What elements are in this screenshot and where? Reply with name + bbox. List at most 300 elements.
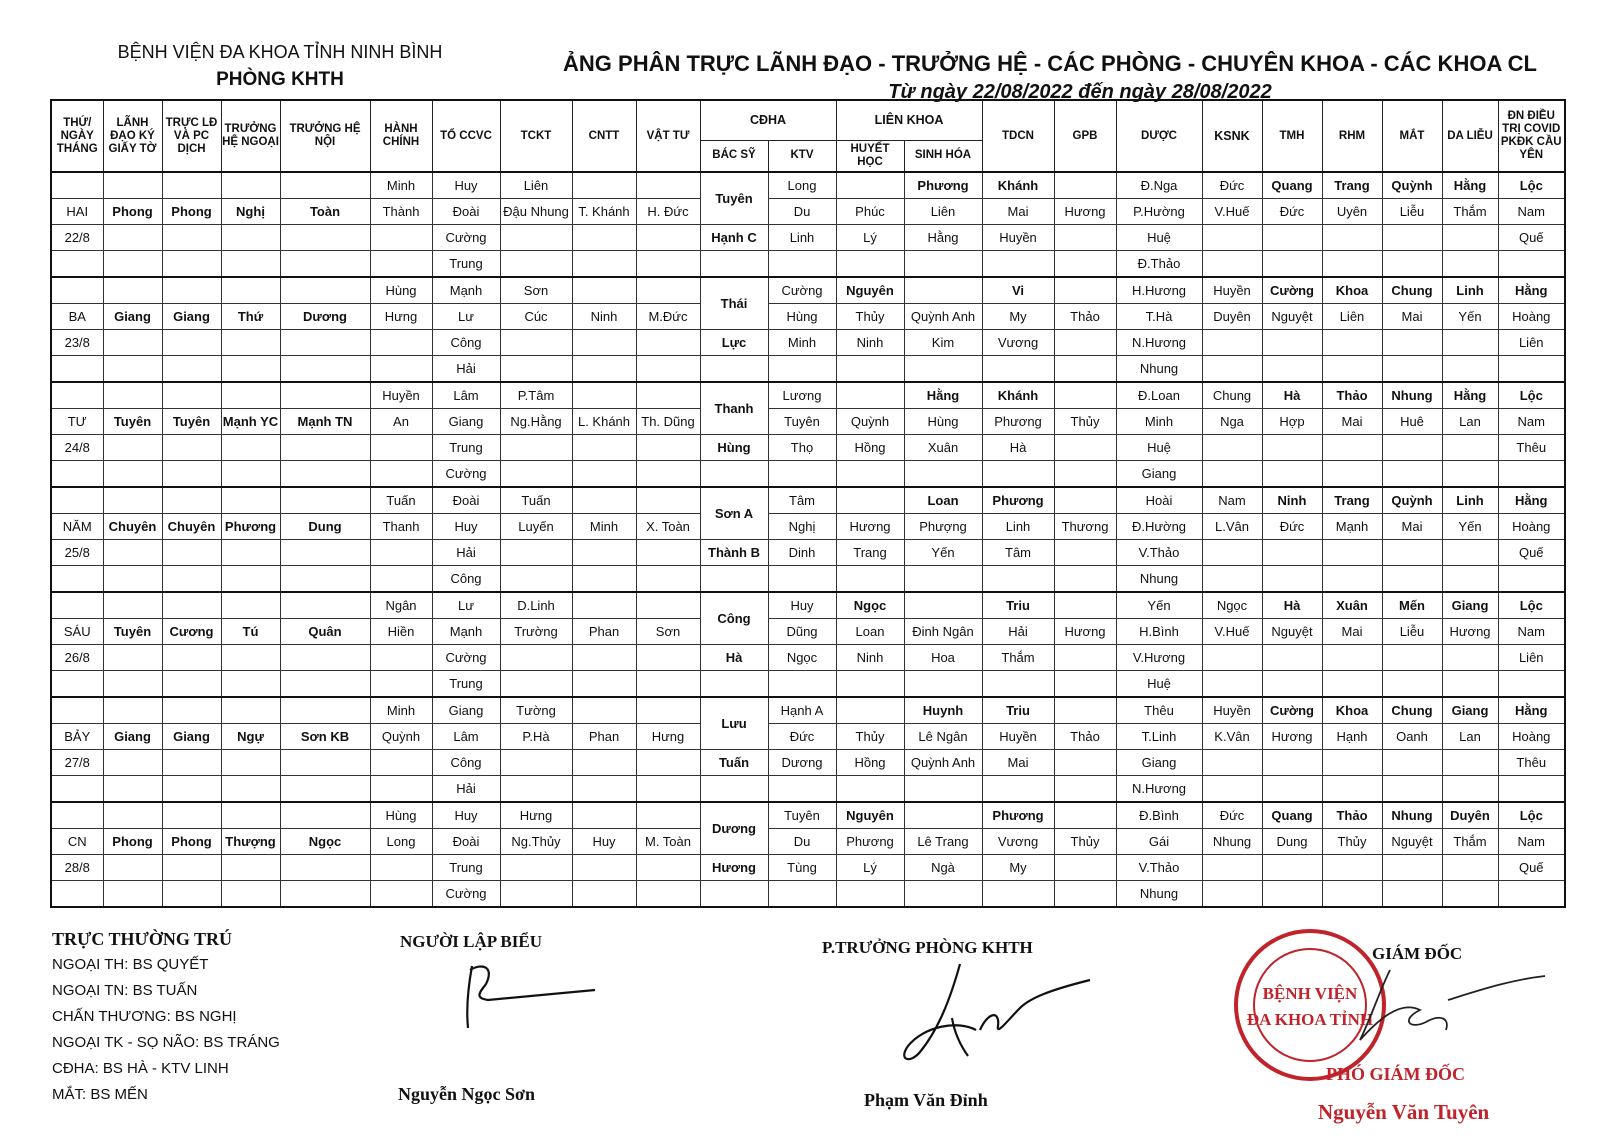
mat-cell: Liễu (1382, 199, 1442, 225)
ktv-cell: Long (768, 172, 836, 199)
hematology-cell (836, 671, 904, 698)
pharmacy-cell: Huệ (1116, 435, 1202, 461)
mat-cell: Nhung (1382, 802, 1442, 829)
rhm-cell (1322, 566, 1382, 593)
leader-cell (103, 461, 162, 488)
cntt-cell (572, 356, 636, 383)
surg-cell: Tú (221, 619, 280, 645)
mat-cell: Quỳnh (1382, 487, 1442, 514)
supplies-cell (636, 671, 700, 698)
tckt-cell: Luyến (500, 514, 572, 540)
ksnk-cell: L.Vân (1202, 514, 1262, 540)
dl-cell (1442, 435, 1498, 461)
covid-cell: Thêu (1498, 750, 1565, 776)
tdcn-cell: Thắm (982, 645, 1054, 671)
leader-cell: Tuyên (103, 409, 162, 435)
ktv-cell: Du (768, 829, 836, 855)
rhm-cell (1322, 225, 1382, 251)
ksnk-cell: Huyền (1202, 277, 1262, 304)
gpb-cell (1054, 435, 1116, 461)
tmh-cell (1262, 750, 1322, 776)
admin-cell (370, 881, 432, 908)
tckt-cell: Ng.Thủy (500, 829, 572, 855)
ksnk-cell: Đức (1202, 172, 1262, 199)
ksnk-cell: Huyền (1202, 697, 1262, 724)
supplies-cell (636, 566, 700, 593)
ksnk-cell (1202, 540, 1262, 566)
duty-cell: Cương (162, 619, 221, 645)
tmh-cell (1262, 566, 1322, 593)
pharmacy-cell: Gái (1116, 829, 1202, 855)
pharmacy-cell: Đ.Loan (1116, 382, 1202, 409)
mat-cell: Huê (1382, 409, 1442, 435)
cntt-cell (572, 277, 636, 304)
duty-cell (162, 461, 221, 488)
admin-cell (370, 855, 432, 881)
hematology-cell (836, 566, 904, 593)
duty-cell (162, 566, 221, 593)
surg-cell (221, 382, 280, 409)
duty-cell: Phong (162, 829, 221, 855)
ksnk-cell (1202, 566, 1262, 593)
tckt-cell (500, 566, 572, 593)
ktv-cell (768, 356, 836, 383)
rhm-cell: Trang (1322, 172, 1382, 199)
admin-cell: Hùng (370, 802, 432, 829)
cell (51, 461, 103, 488)
ktv-cell: Tùng (768, 855, 836, 881)
biochemistry-cell: Hằng (904, 225, 982, 251)
ccvc-cell: Lư (432, 304, 500, 330)
cntt-cell (572, 251, 636, 278)
cntt-cell (572, 881, 636, 908)
leader-cell: Phong (103, 199, 162, 225)
gpb-cell (1054, 172, 1116, 199)
tdcn-cell: Vương (982, 829, 1054, 855)
cntt-cell (572, 645, 636, 671)
hematology-cell (836, 251, 904, 278)
dermatology-header: DA LIỄU (1442, 100, 1498, 172)
leader-cell (103, 251, 162, 278)
day-header: THỨ/ NGÀY THÁNG (51, 100, 103, 172)
admin-cell: Thanh (370, 514, 432, 540)
dl-cell: Giang (1442, 592, 1498, 619)
med-cell (280, 277, 370, 304)
tckt-cell (500, 855, 572, 881)
hematology-cell (836, 461, 904, 488)
dl-cell (1442, 540, 1498, 566)
tdcn-cell: Phương (982, 802, 1054, 829)
cell (51, 802, 103, 829)
med-cell (280, 461, 370, 488)
ktv-cell: Huy (768, 592, 836, 619)
ktv-cell: Minh (768, 330, 836, 356)
hematology-cell: Quỳnh (836, 409, 904, 435)
leader-cell: Giang (103, 724, 162, 750)
biochemistry-cell: Quỳnh Anh (904, 304, 982, 330)
mat-cell (1382, 461, 1442, 488)
mat-cell: Mến (1382, 592, 1442, 619)
dl-cell (1442, 776, 1498, 803)
cell (700, 251, 768, 278)
dl-cell: Yến (1442, 514, 1498, 540)
biochemistry-cell: Yến (904, 540, 982, 566)
ksnk-cell (1202, 645, 1262, 671)
covid-cell: Lộc (1498, 382, 1565, 409)
hematology-cell: Lý (836, 855, 904, 881)
covid-cell: Quế (1498, 855, 1565, 881)
day-name: BẢY (51, 724, 103, 750)
ksnk-cell (1202, 461, 1262, 488)
supplies-cell (636, 487, 700, 514)
ktv-cell (768, 461, 836, 488)
ktv-cell: Du (768, 199, 836, 225)
gpb-cell (1054, 750, 1116, 776)
dl-cell: Linh (1442, 277, 1498, 304)
ksnk-cell (1202, 435, 1262, 461)
gpb-cell (1054, 671, 1116, 698)
duty-cell (162, 855, 221, 881)
ccvc-cell: Mạnh (432, 619, 500, 645)
gpb-cell: Thương (1054, 514, 1116, 540)
ktv-cell: Dũng (768, 619, 836, 645)
duty-cell (162, 382, 221, 409)
rhm-cell: Mai (1322, 619, 1382, 645)
tmh-cell (1262, 645, 1322, 671)
covid-cell (1498, 881, 1565, 908)
tckt-cell (500, 461, 572, 488)
mat-cell (1382, 776, 1442, 803)
ktv-cell: Tuyên (768, 802, 836, 829)
cdha-doctor-cell: Lưu (700, 697, 768, 750)
ccvc-cell: Công (432, 750, 500, 776)
covid-cell: Nam (1498, 199, 1565, 225)
duty-header: TRỰC LĐ VÀ PC DỊCH (162, 100, 221, 172)
med-cell: Quân (280, 619, 370, 645)
surg-cell (221, 750, 280, 776)
surg-cell (221, 251, 280, 278)
ksnk-header: KSNK (1202, 100, 1262, 172)
hematology-cell: Hồng (836, 435, 904, 461)
admin-cell: Hiền (370, 619, 432, 645)
schedule-title: ẢNG PHÂN TRỰC LÃNH ĐẠO - TRƯỞNG HỆ - CÁC PHÒNG - CHUYÊN KHOA - CÁC KHOA CL (563, 51, 1537, 76)
resident-line: CHẤN THƯƠNG: BS NGHỊ (52, 1008, 237, 1025)
ccvc-cell: Hải (432, 540, 500, 566)
tckt-cell (500, 881, 572, 908)
rhm-cell (1322, 435, 1382, 461)
tdcn-cell: Phương (982, 487, 1054, 514)
cdha-doctor-cell: Hạnh C (700, 225, 768, 251)
duty-cell (162, 330, 221, 356)
pharmacy-cell: Đ.Thảo (1116, 251, 1202, 278)
cell (51, 277, 103, 304)
cell (51, 172, 103, 199)
tmh-cell: Cường (1262, 697, 1322, 724)
department-name: PHÒNG KHTH (216, 69, 344, 90)
cntt-cell: Phan (572, 619, 636, 645)
supplies-cell (636, 330, 700, 356)
leader-cell: Tuyên (103, 619, 162, 645)
hematology-cell: Nguyên (836, 802, 904, 829)
gpb-cell (1054, 487, 1116, 514)
tmh-cell: Nguyệt (1262, 304, 1322, 330)
supplies-cell (636, 461, 700, 488)
covid-cell (1498, 461, 1565, 488)
admin-cell (370, 776, 432, 803)
duty-cell (162, 540, 221, 566)
ccvc-cell: Huy (432, 802, 500, 829)
surg-cell (221, 540, 280, 566)
covid-cell: Thêu (1498, 435, 1565, 461)
surg-cell (221, 225, 280, 251)
gpb-cell: Thủy (1054, 829, 1116, 855)
supplies-cell (636, 776, 700, 803)
hematology-cell (836, 881, 904, 908)
leader-cell (103, 172, 162, 199)
pharmacy-cell: N.Hương (1116, 330, 1202, 356)
biochemistry-cell (904, 776, 982, 803)
covid-cell: Hoàng (1498, 514, 1565, 540)
ccvc-cell: Công (432, 330, 500, 356)
rhm-cell: Thảo (1322, 382, 1382, 409)
day-date: 28/8 (51, 855, 103, 881)
cntt-cell (572, 435, 636, 461)
supplies-cell: Th. Dũng (636, 409, 700, 435)
covid-cell: Lộc (1498, 592, 1565, 619)
surg-cell (221, 172, 280, 199)
cntt-cell (572, 750, 636, 776)
tmh-cell (1262, 435, 1322, 461)
rhm-cell: Khoa (1322, 697, 1382, 724)
surg-cell (221, 566, 280, 593)
day-name: HAI (51, 199, 103, 225)
med-cell (280, 697, 370, 724)
cntt-cell (572, 592, 636, 619)
mat-cell: Nguyệt (1382, 829, 1442, 855)
covid-cell: Quế (1498, 225, 1565, 251)
hematology-cell: Thủy (836, 724, 904, 750)
tdcn-cell: Vương (982, 330, 1054, 356)
admin-cell: Tuấn (370, 487, 432, 514)
cntt-cell (572, 382, 636, 409)
leader-cell: Phong (103, 829, 162, 855)
ktv-cell: Ngọc (768, 645, 836, 671)
ksnk-cell (1202, 671, 1262, 698)
cell (51, 671, 103, 698)
med-cell (280, 881, 370, 908)
ktv-cell: Dương (768, 750, 836, 776)
leader-cell (103, 750, 162, 776)
biochemistry-cell (904, 356, 982, 383)
cdha-doctor-cell: Thanh (700, 382, 768, 435)
supplies-header: VẬT TƯ (636, 100, 700, 172)
pharmacy-cell: T.Hà (1116, 304, 1202, 330)
leader-cell (103, 802, 162, 829)
rhm-cell (1322, 776, 1382, 803)
ksnk-cell (1202, 855, 1262, 881)
dl-cell (1442, 881, 1498, 908)
cell (51, 487, 103, 514)
biochemistry-cell (904, 566, 982, 593)
cntt-cell (572, 776, 636, 803)
dl-cell: Hằng (1442, 172, 1498, 199)
hematology-cell: Hồng (836, 750, 904, 776)
rhm-cell (1322, 330, 1382, 356)
covid-cell: Hoàng (1498, 304, 1565, 330)
deputy-name: Phạm Văn Đỉnh (864, 1090, 988, 1110)
deputy-signature (880, 960, 1110, 1070)
tckt-cell: Đậu Nhung (500, 199, 572, 225)
ktv-cell (768, 776, 836, 803)
duty-cell (162, 225, 221, 251)
cntt-cell (572, 330, 636, 356)
pharmacy-cell: Nhung (1116, 356, 1202, 383)
leader-cell (103, 225, 162, 251)
rhm-cell (1322, 881, 1382, 908)
tckt-cell: Tuấn (500, 487, 572, 514)
duty-schedule-table (50, 99, 1566, 908)
ccvc-cell: Mạnh (432, 277, 500, 304)
cntt-cell (572, 802, 636, 829)
leader-cell (103, 540, 162, 566)
ktv-cell: Đức (768, 724, 836, 750)
rhm-cell: Mai (1322, 409, 1382, 435)
dl-cell (1442, 225, 1498, 251)
gpb-cell (1054, 776, 1116, 803)
gpb-cell (1054, 382, 1116, 409)
day-date: 23/8 (51, 330, 103, 356)
tdcn-cell (982, 566, 1054, 593)
dl-cell: Duyên (1442, 802, 1498, 829)
supplies-cell: X. Toàn (636, 514, 700, 540)
covid-cell: Nam (1498, 409, 1565, 435)
hospital-name: BỆNH VIỆN ĐA KHOA TỈNH NINH BÌNH (117, 42, 443, 62)
leader-cell (103, 592, 162, 619)
surg-cell: Thượng (221, 829, 280, 855)
ktv-cell: Lương (768, 382, 836, 409)
hematology-cell: Phúc (836, 199, 904, 225)
hematology-cell: Phương (836, 829, 904, 855)
med-cell (280, 776, 370, 803)
ccvc-header: TỔ CCVC (432, 100, 500, 172)
leader-cell (103, 645, 162, 671)
mat-cell (1382, 750, 1442, 776)
ccvc-cell: Cường (432, 881, 500, 908)
biochemistry-cell: Hùng (904, 409, 982, 435)
pharmacy-cell: H.Hương (1116, 277, 1202, 304)
ktv-cell: Tâm (768, 487, 836, 514)
covid-cell (1498, 566, 1565, 593)
gpb-cell (1054, 802, 1116, 829)
ksnk-cell: Nga (1202, 409, 1262, 435)
biochemistry-cell: Lê Ngân (904, 724, 982, 750)
gpb-cell (1054, 251, 1116, 278)
admin-cell (370, 540, 432, 566)
surg-cell (221, 330, 280, 356)
tmh-cell (1262, 461, 1322, 488)
duty-cell: Tuyên (162, 409, 221, 435)
duty-cell (162, 776, 221, 803)
biochemistry-header: SINH HÓA (904, 140, 982, 172)
leader-cell (103, 487, 162, 514)
supplies-cell (636, 382, 700, 409)
dl-cell: Hương (1442, 619, 1498, 645)
surg-cell (221, 802, 280, 829)
tckt-cell: Sơn (500, 277, 572, 304)
rhm-cell (1322, 540, 1382, 566)
tckt-cell: Trường (500, 619, 572, 645)
cdha-doctor-cell: Sơn A (700, 487, 768, 540)
ccvc-cell: Hải (432, 356, 500, 383)
hematology-cell (836, 382, 904, 409)
day-date: 26/8 (51, 645, 103, 671)
leader-cell (103, 382, 162, 409)
supplies-cell: M. Toàn (636, 829, 700, 855)
admin-cell: Ngân (370, 592, 432, 619)
tdcn-cell: Triu (982, 697, 1054, 724)
hospital-header (60, 38, 500, 94)
biochemistry-cell (904, 251, 982, 278)
biochemistry-cell: Ngà (904, 855, 982, 881)
ksnk-cell: Ngọc (1202, 592, 1262, 619)
mat-cell (1382, 566, 1442, 593)
ksnk-cell (1202, 225, 1262, 251)
cell (700, 671, 768, 698)
leader-cell (103, 697, 162, 724)
ktv-cell: Linh (768, 225, 836, 251)
tckt-cell (500, 330, 572, 356)
mat-cell (1382, 251, 1442, 278)
supplies-cell (636, 356, 700, 383)
tdcn-cell: Khánh (982, 172, 1054, 199)
admin-cell: Minh (370, 172, 432, 199)
duty-cell: Giang (162, 304, 221, 330)
cntt-cell (572, 855, 636, 881)
biochemistry-cell (904, 592, 982, 619)
leader-cell (103, 855, 162, 881)
tdcn-cell: Vi (982, 277, 1054, 304)
dl-cell (1442, 251, 1498, 278)
tdcn-cell (982, 776, 1054, 803)
cdha-header: CĐHA (700, 100, 836, 140)
cell (700, 566, 768, 593)
ktv-cell (768, 671, 836, 698)
covid-cell: Liên (1498, 330, 1565, 356)
gpb-header: GPB (1054, 100, 1116, 172)
cdha-doctor-cell: Hùng (700, 435, 768, 461)
mat-cell: Liễu (1382, 619, 1442, 645)
gpb-cell (1054, 645, 1116, 671)
tmh-cell: Hà (1262, 592, 1322, 619)
rhm-cell: Uyên (1322, 199, 1382, 225)
mat-cell (1382, 356, 1442, 383)
pharmacy-cell: Đ.Nga (1116, 172, 1202, 199)
cell (51, 566, 103, 593)
covid-cell (1498, 776, 1565, 803)
pharmacy-cell: Giang (1116, 461, 1202, 488)
surg-cell (221, 461, 280, 488)
duty-cell (162, 356, 221, 383)
tckt-cell (500, 671, 572, 698)
ksnk-cell: Nhung (1202, 829, 1262, 855)
duty-cell (162, 277, 221, 304)
hematology-cell (836, 356, 904, 383)
leader-cell (103, 566, 162, 593)
tckt-cell: Hưng (500, 802, 572, 829)
med-cell: Ngọc (280, 829, 370, 855)
supplies-cell (636, 251, 700, 278)
surg-cell (221, 592, 280, 619)
